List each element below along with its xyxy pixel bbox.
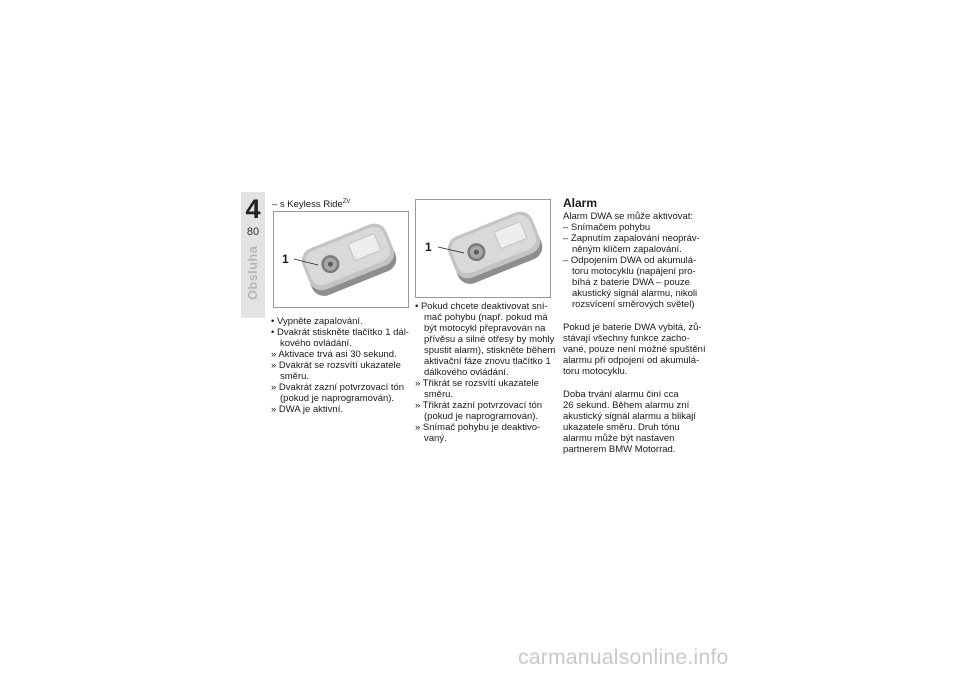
step-line: přívěsu a silné otřesy by mohly — [424, 334, 555, 345]
keyless-ride-heading: – s Keyless Ride$^{ZV}$ — [272, 199, 351, 211]
paragraph-line: toru motocyklu. — [563, 366, 628, 377]
paragraph-line: alarmu může být nastaven — [563, 433, 675, 444]
key-fob-illustration — [416, 200, 550, 297]
step-line: aktivační fáze znovu tlačítko 1 — [424, 356, 551, 367]
result-line: (pokud je naprogramován). — [280, 393, 395, 404]
paragraph-line: vané, pouze není možné spuštění — [563, 344, 706, 355]
step-line: • Pokud chcete deaktivovat sní- — [415, 301, 548, 312]
list-item: toru motocyklu (napájení pro- — [572, 266, 696, 277]
step-line: • Vypněte zapalování. — [271, 316, 363, 327]
figure-callout-number: 1 — [282, 252, 289, 266]
step-line: být motocykl přepravován na — [424, 323, 546, 334]
list-item: – Zapnutím zapalování neopráv- — [563, 233, 700, 244]
result-line: směru. — [280, 371, 310, 382]
step-line: mač pohybu (např. pokud má — [424, 312, 548, 323]
watermark: carmanualsonline.info — [518, 646, 729, 669]
list-item: rozsvícení směrových světel) — [572, 299, 695, 310]
step-line: kového ovládání. — [280, 338, 352, 349]
result-line: » Aktivace trvá asi 30 sekund. — [271, 349, 397, 360]
paragraph-line: Alarm DWA se může aktivovat: — [563, 211, 694, 222]
paragraph-line: ukazatele směru. Druh tónu — [563, 422, 680, 433]
paragraph-line: alarmu při odpojení od akumulá- — [563, 355, 700, 366]
step-line: dálkového ovládání. — [424, 367, 509, 378]
paragraph-line: 26 sekund. Během alarmu zní — [563, 400, 690, 411]
paragraph-line: stávají všechny funkce zacho- — [563, 333, 690, 344]
step-line: spustit alarm), stiskněte během — [424, 345, 556, 356]
page-number: 80 — [246, 226, 260, 238]
result-line: » Třikrát se rozsvítí ukazatele — [415, 378, 539, 389]
result-line: » Dvakrát se rozsvítí ukazatele — [271, 360, 401, 371]
result-line: (pokud je naprogramován). — [424, 411, 539, 422]
list-item: – Snímačem pohybu — [563, 222, 651, 233]
paragraph-line: partnerem BMW Motorrad. — [563, 444, 676, 455]
key-fob-illustration — [274, 212, 408, 307]
step-line: • Dvakrát stiskněte tlačítko 1 dál- — [271, 327, 409, 338]
remote-key-figure — [273, 211, 409, 308]
result-line: » Snímač pohybu je deaktivo- — [415, 422, 541, 433]
figure-callout-number: 1 — [425, 240, 432, 254]
result-line: směru. — [424, 389, 454, 400]
result-line: vaný. — [424, 433, 447, 444]
list-item: – Odpojením DWA od akumulá- — [563, 255, 697, 266]
list-item: bíhá z baterie DWA – pouze — [572, 277, 690, 288]
result-line: » Dvakrát zazní potvrzovací tón — [271, 382, 405, 393]
remote-key-figure-2 — [415, 199, 551, 298]
list-item: akustický signál alarmu, nikoli — [572, 288, 698, 299]
paragraph-line: Pokud je baterie DWA vybitá, zů- — [563, 322, 702, 333]
result-line: » Třikrát zazní potvrzovací tón — [415, 400, 543, 411]
chapter-number: 4 — [245, 194, 261, 224]
paragraph-line: Doba trvání alarmu činí cca — [563, 389, 679, 400]
paragraph-line: akustický signál alarmu a blikají — [563, 411, 697, 422]
result-line: » DWA je aktivní. — [271, 404, 343, 415]
section-label: Obsluha — [245, 245, 260, 300]
alarm-heading: Alarm — [563, 196, 598, 210]
list-item: něným klíčem zapalování. — [572, 244, 682, 255]
